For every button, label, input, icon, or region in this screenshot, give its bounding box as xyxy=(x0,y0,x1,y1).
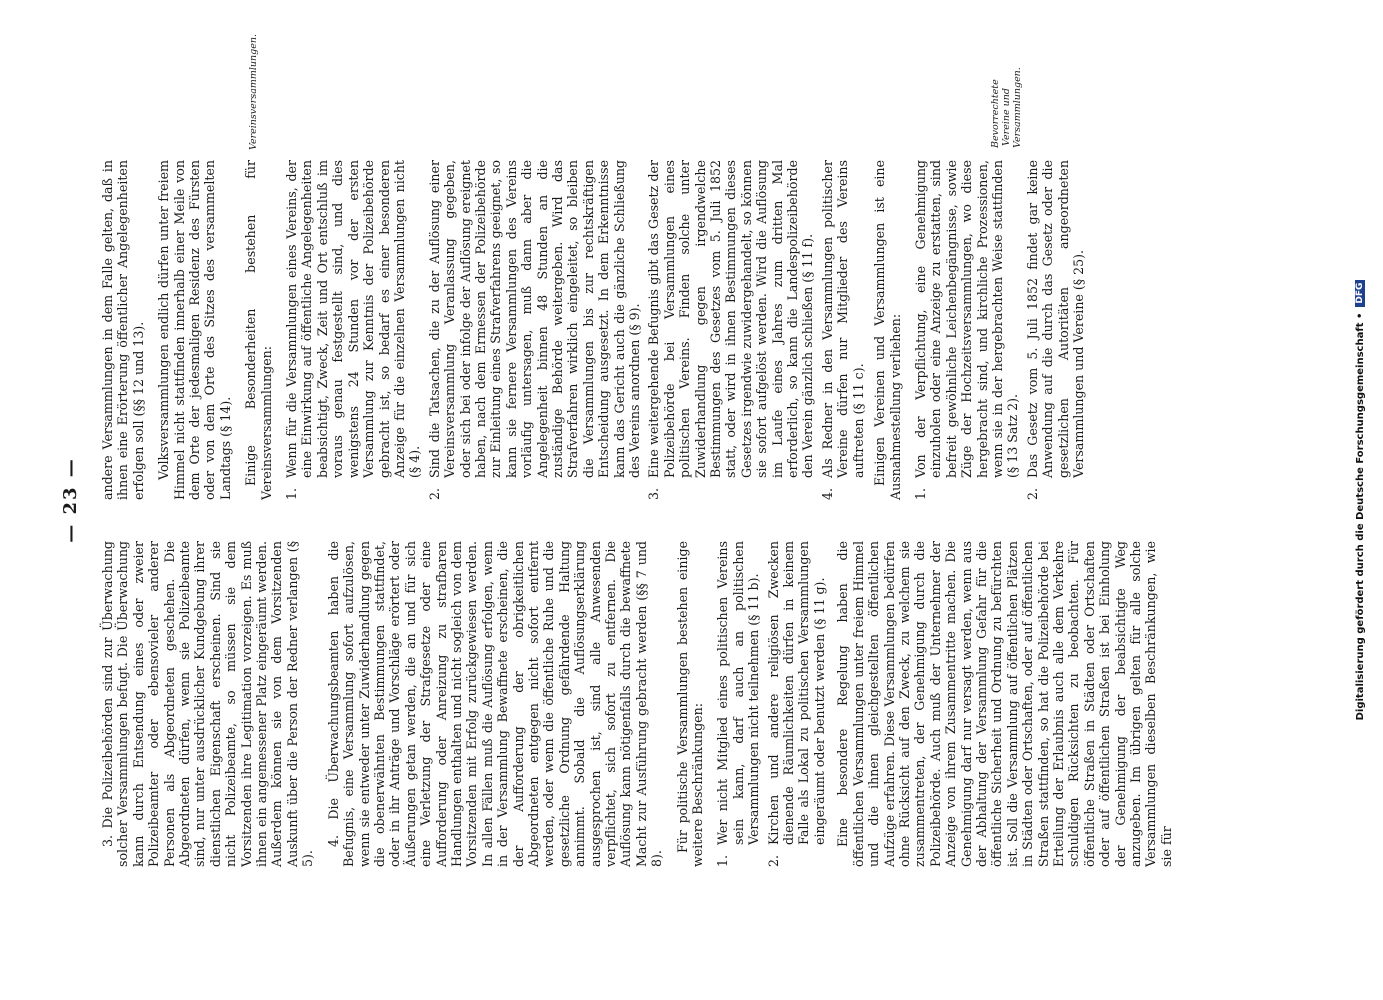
list-text: Kirchen und andere religiösen Zwecken dienende Räumlichkeiten dürfen in keinem Falle als Lokal zu politischen Versammlungen eingeräumt oder benutzt werden (§ 11 g). xyxy=(765,541,827,845)
list-text: Wenn für die Versammlungen eines Vereins, der eine Einwirkung auf öffentliche Angelegenheiten beabsichtigt, Zweck, Zeit und Ort entschluß im voraus genau festgestellt sind, und dies wenigstens 24 Stunden vor der ersten Versammlung zur Kenntnis der Polizeibehörde gebracht ist, so bedarf es einer besonderen Anzeige für die einzelnen Versammlungen nicht (§ 4). xyxy=(284,160,423,478)
paragraph: Volksversammlungen endlich dürfen unter freiem Himmel nicht stattfinden innerhalb einer Meile von dem Orte der jedesmaligen Residenz des Fürsten oder von dem Orte des Sitzes des versammelten Landtags (§ 14). xyxy=(156,160,233,500)
list-number: 4. xyxy=(819,487,835,500)
list-text: Sind die Tatsachen, die zu der Auflösung einer Vereinsversammlung Veranlassung gegeben, oder sich bei oder infolge der Auflösung ereignet haben, nach dem Ermessen der Polizeibehörde zur Einleitung eines Strafverfahrens geeignet, so kann sie fernere Versammlungen des Vereins vorläufig untersagen, muß dann aber die Angelegenheit binnen 48 Stunden an die zuständige Behörde weitergeben. Wird das Strafverfahren wirklich eingeleitet, so bleiben die Versammlungen bis zur rechtskräftigen Entscheidung ausgesetzt. In dem Erkenntnisse kann das Gericht auch die gänzliche Schließung des Vereins anordnen (§ 9). xyxy=(426,160,642,478)
list-item xyxy=(646,160,815,500)
list-number: 2. xyxy=(426,487,442,500)
paragraph: andere Versammlungen in dem Falle gelten, daß in ihnen eine Erörterung öffentlicher Angelegenheiten erfolgen soll (§§ 12 und 13). xyxy=(100,160,146,500)
credit-text: Digitalisierung gefördert durch die Deutsche Forschungsgemeinschaft • xyxy=(1355,312,1366,721)
list-number: 1. xyxy=(284,487,300,500)
paragraph: Eine besondere Regelung haben die öffentlichen Versammlungen unter freiem Himmel und die ihnen gleichgestellten öffentlichen Aufzüge erfahren. Diese Versammlungen bedürfen ohne Rücksicht auf den Zweck, zu welchem sie zusammentreten, der Genehmigung durch die Polizeibehörde. Auch muß der Unternehmer der Anzeige von ihrem Zusammentritte machen. Die Genehmigung darf nur versagt werden, wenn aus der Abhaltung der Versammlung Gefahr für die öffentliche Sicherheit und Ordnung zu befürchten ist. Soll die Versammlung auf öffentlichen Plätzen in Städten oder Ortschaften, oder auf öffentlichen Straßen stattfinden, so hat die Polizeibehörde bei Erteilung der Erlaubnis auch alle dem Verkehre schuldigen Rücksichten zu beobachten. Für öffentliche Straßen in Städten oder Ortschaften oder auf öffentlichen Straßen ist bei Einholung der Genehmigung der beabsichtigte Weg anzugeben. Im übrigen gelten für alle solche Versammlungen dieselben Beschränkungen, wie sie für xyxy=(835,541,1174,867)
list-number: 3. xyxy=(646,487,662,500)
dfg-logo: DFG xyxy=(1355,280,1365,307)
list-item xyxy=(284,160,423,500)
list-text: Eine weitergehende Befugnis gibt das Gesetz der Polizeibehörde bei Versammlungen eines politischen Vereins. Finden solche unter Zuwiderhandlung gegen irgendwelche Bestimmungen des Gesetzes vom 5. Juli 1852 statt, oder wird in ihnen Bestimmungen dieses Gesetzes irgendwie zuwidergehandelt, so können sie sofort aufgelöst werden. Wird die Auflösung im Laufe eines Jahres zum dritten Mal erforderlich, so kann die Landespolizeibehörde den Verein gänzlich schließen (§ 11 f). xyxy=(646,160,816,478)
paragraph: 4. Die Überwachungsbeamten haben die Befugnis, eine Versammlung sofort aufzulösen, wenn sie entweder unter Zuwiderhandlung gegen die obenerwähnten Bestimmungen stattfindet, oder in ihr Anträge und Vorschläge erörtert oder Äußerungen getan werden, die an und für sich eine Verletzung der Strafgesetze oder eine Aufforderung oder Anreizung zu strafbaren Handlungen enthalten und nicht sogleich von dem Vorsitzenden mit Erfolg zurückgewiesen werden. In allen Fällen muß die Auflösung erfolgen, wenn in der Versammlung Bewaffnete erscheinen, die der Aufforderung der obrigkeitlichen Abgeordneten entgegen nicht sofort entfernt werden, oder wenn die öffentliche Ruhe und die gesetzliche Ordnung gefährdende Haltung annimmt. Sobald die Auflösungserklärung ausgesprochen ist, sind alle Anwesenden verpflichtet, sich sofort zu entfernen. Die Auflösung kann nötigenfalls durch die bewaffnete Macht zur Ausführung gebracht werden (§§ 7 und 8). xyxy=(325,541,665,867)
digitization-credit xyxy=(1355,40,1366,960)
list-number: 1. xyxy=(912,487,928,500)
list-number: 2. xyxy=(1024,487,1040,500)
margin-note: Vereinsversammlungen. xyxy=(248,33,259,150)
left-column xyxy=(100,541,1184,867)
list-number: 2. xyxy=(765,854,781,867)
list-text: Das Gesetz vom 5. Juli 1852 findet gar keine Anwendung auf die durch das Gesetz oder die gesetzlichen Autoritäten angeordneten Versammlungen und Vereine (§ 25). xyxy=(1024,160,1086,478)
list-item xyxy=(715,541,761,867)
list-text: Als Redner in den Versammlungen politischer Vereine dürfen nur Mitglieder des Vereins auftreten (§ 11 c). xyxy=(819,160,866,478)
list-item xyxy=(427,160,643,500)
paragraph: Für politische Versammlungen bestehen einige weitere Beschränkungen: xyxy=(674,541,706,867)
list-text: Von der Verpflichtung, eine Genehmigung einzuholen oder eine Anzeige zu erstatten, sind befreit gewöhnliche Leichenbegängnisse, sowie Züge der Hochzeitsversammlungen, wo diese hergebracht sind, und kirchliche Prozessionen, wenn sie in der hergebrachten Weise stattfinden (§ 13 Satz 2). xyxy=(912,160,1021,478)
right-column xyxy=(100,160,1090,500)
list-number: 1. xyxy=(715,854,731,867)
list-item xyxy=(913,160,1021,500)
list-text: Wer nicht Mitglied eines politischen Vereins sein kann, darf auch an politischen Versammlungen nicht teilnehmen (§ 11 b). xyxy=(715,541,762,845)
list-item xyxy=(820,160,866,500)
page-number: — 23 — xyxy=(60,457,81,543)
list-item xyxy=(766,541,828,867)
list-item xyxy=(1025,160,1087,500)
paragraph: 3. Die Polizeibehörden sind zur Überwachung solcher Versammlungen befugt. Die Überwachung kann durch Entsendung eines oder zweier Polizeibeamter oder ebensovieler anderer Personen als Abgeordneten geschehen. Die Abgeordneten dürfen, wenn sie Polizeibeamte sind, nur unter ausdrücklicher Kundgebung ihrer dienstlichen Eigenschaft erscheinen. Sind sie nicht Polizeibeamte, so müssen sie dem Vorsitzenden ihre Legitimation vorzeigen. Es muß ihnen ein angemessener Platz eingeräumt werden. Außerdem können sie von dem Vorsitzenden Auskunft über die Person der Redner verlangen (§ 5). xyxy=(100,541,316,867)
margin-note: Bevorrechtete Vereine und Versammlungen. xyxy=(990,67,1023,148)
paragraph: Einige Besonderheiten bestehen für Vereinsversammlungen: xyxy=(243,160,274,500)
paragraph: Einigen Vereinen und Versammlungen ist eine Ausnahmestellung verliehen: xyxy=(872,160,903,500)
